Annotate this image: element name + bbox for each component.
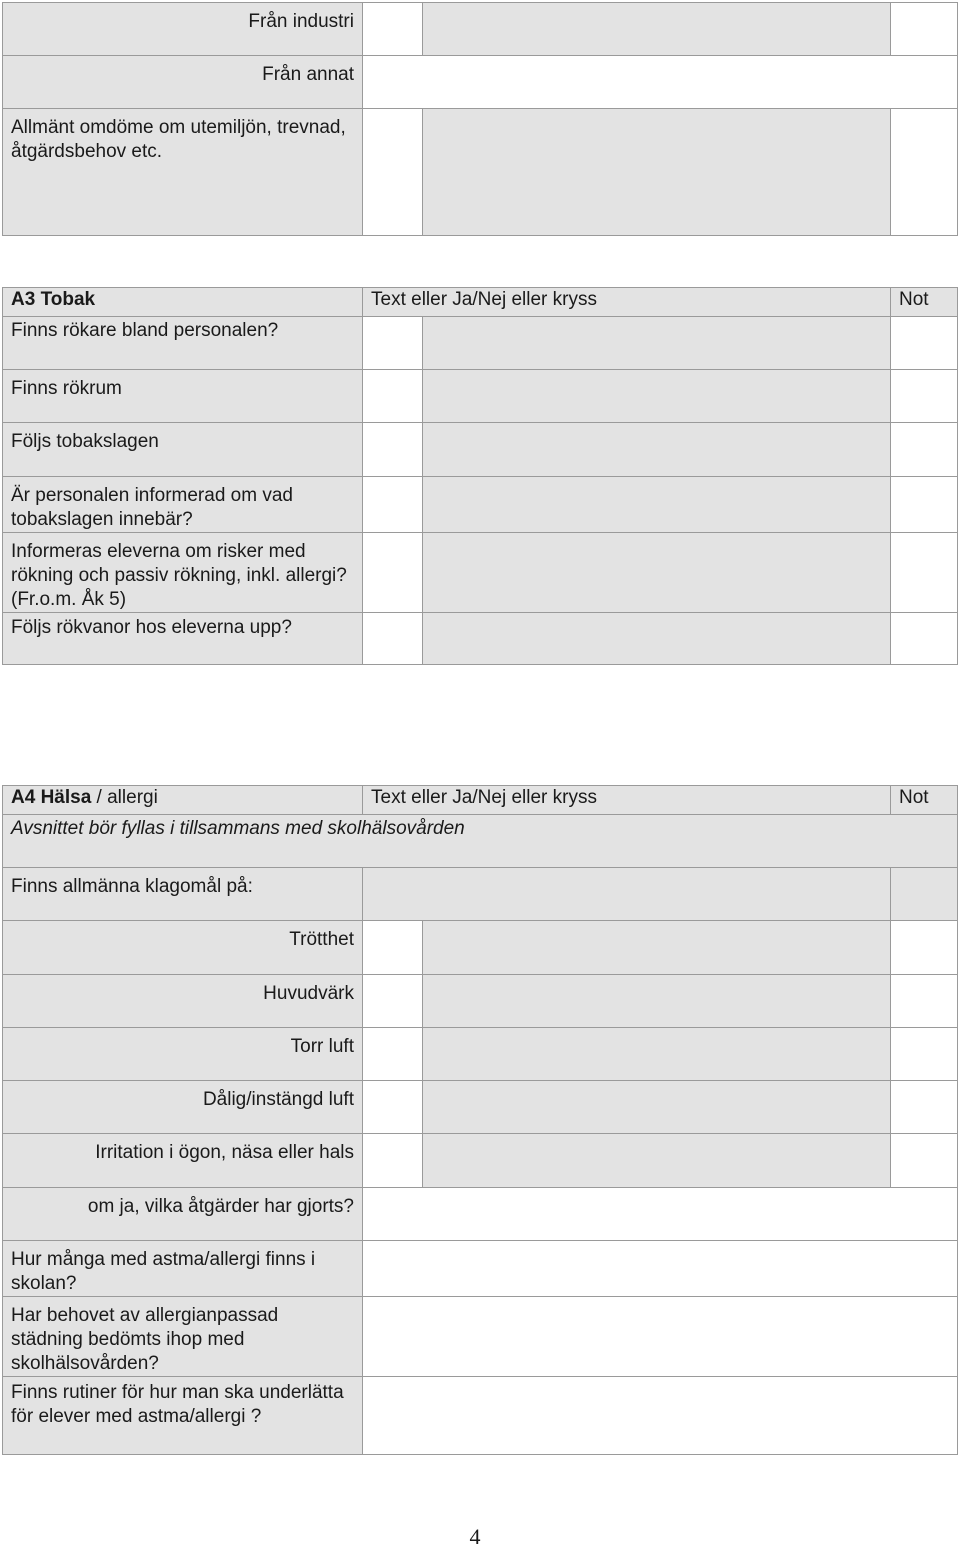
note-cell[interactable] bbox=[891, 921, 958, 975]
table-header-row bbox=[3, 786, 958, 815]
answer-text-cell[interactable] bbox=[423, 1028, 891, 1081]
answer-text-cell[interactable] bbox=[423, 477, 891, 533]
answer-text-cell[interactable] bbox=[363, 868, 891, 921]
answer-box[interactable] bbox=[363, 317, 423, 370]
answer-text-cell[interactable] bbox=[423, 109, 891, 236]
answer-box[interactable] bbox=[363, 613, 423, 665]
answer-box[interactable] bbox=[363, 1081, 423, 1134]
note-cell[interactable] bbox=[891, 1028, 958, 1081]
row-label: Följs rökvanor hos eleverna upp? bbox=[3, 613, 363, 665]
answer-text-cell[interactable] bbox=[423, 1134, 891, 1188]
table-row bbox=[3, 1377, 958, 1455]
section-title bbox=[3, 786, 363, 815]
answer-text-cell[interactable] bbox=[423, 533, 891, 613]
table-row bbox=[3, 1134, 958, 1188]
section-note: Avsnittet bör fyllas i tillsammans med skolhälsovården bbox=[3, 815, 958, 868]
table-row bbox=[3, 1081, 958, 1134]
table-row bbox=[3, 317, 958, 370]
row-label: Finns rökrum bbox=[3, 370, 363, 423]
note-cell[interactable] bbox=[891, 868, 958, 921]
row-label: Finns rökare bland personalen? bbox=[3, 317, 363, 370]
table-row bbox=[3, 1297, 958, 1377]
answer-text-cell[interactable] bbox=[363, 1241, 958, 1297]
table-row bbox=[3, 815, 958, 868]
table-row bbox=[3, 868, 958, 921]
answer-text-cell[interactable] bbox=[363, 1188, 958, 1241]
answer-box[interactable] bbox=[363, 1134, 423, 1188]
row-label: Följs tobakslagen bbox=[3, 423, 363, 477]
note-cell[interactable] bbox=[891, 613, 958, 665]
column-header-text: Text eller Ja/Nej eller kryss bbox=[363, 288, 891, 317]
answer-box[interactable] bbox=[363, 370, 423, 423]
note-cell[interactable] bbox=[891, 1081, 958, 1134]
answer-box[interactable] bbox=[363, 975, 423, 1028]
row-label: Från annat bbox=[3, 56, 363, 109]
note-cell[interactable] bbox=[891, 317, 958, 370]
answer-box[interactable] bbox=[363, 3, 423, 56]
row-label: Hur många med astma/allergi finns i skolan? bbox=[3, 1241, 363, 1297]
table-row bbox=[3, 1241, 958, 1297]
column-header-note: Not bbox=[891, 786, 958, 815]
row-label: Är personalen informerad om vad tobakslagen innebär? bbox=[3, 477, 363, 533]
note-cell[interactable] bbox=[891, 109, 958, 236]
answer-text-cell[interactable] bbox=[363, 1377, 958, 1455]
column-header-text: Text eller Ja/Nej eller kryss bbox=[363, 786, 891, 815]
table-row bbox=[3, 56, 958, 109]
answer-text-cell[interactable] bbox=[423, 317, 891, 370]
a3-tobacco-table bbox=[2, 287, 958, 665]
row-label: Allmänt omdöme om utemiljön, trevnad, åtgärdsbehov etc. bbox=[3, 109, 363, 236]
note-cell[interactable] bbox=[891, 423, 958, 477]
table-row bbox=[3, 477, 958, 533]
answer-box[interactable] bbox=[363, 423, 423, 477]
answer-box[interactable] bbox=[363, 109, 423, 236]
row-label: om ja, vilka åtgärder har gjorts? bbox=[3, 1188, 363, 1241]
table-row bbox=[3, 613, 958, 665]
note-cell[interactable] bbox=[891, 3, 958, 56]
answer-text-cell[interactable] bbox=[423, 613, 891, 665]
table-row bbox=[3, 533, 958, 613]
section-title-main: A4 Hälsa bbox=[11, 787, 92, 808]
section-title-sub: / allergi bbox=[91, 787, 158, 808]
a4-health-table bbox=[2, 785, 958, 1455]
row-label: Finns rutiner för hur man ska underlätta för elever med astma/allergi ? bbox=[3, 1377, 363, 1455]
answer-text-cell[interactable] bbox=[423, 975, 891, 1028]
outdoor-table bbox=[2, 2, 958, 236]
row-label: Huvudvärk bbox=[3, 975, 363, 1028]
answer-text-cell[interactable] bbox=[363, 56, 958, 109]
page-number: 4 bbox=[469, 1524, 481, 1549]
note-cell[interactable] bbox=[891, 533, 958, 613]
table-row bbox=[3, 3, 958, 56]
table-row bbox=[3, 1028, 958, 1081]
table-row bbox=[3, 1188, 958, 1241]
section-title: A3 Tobak bbox=[3, 288, 363, 317]
answer-text-cell[interactable] bbox=[423, 3, 891, 56]
row-label: Torr luft bbox=[3, 1028, 363, 1081]
row-label: Informeras eleverna om risker med rökning och passiv rökning, inkl. allergi? (Fr.o.m. Åk 5) bbox=[3, 533, 363, 613]
table-row bbox=[3, 109, 958, 236]
note-cell[interactable] bbox=[891, 370, 958, 423]
row-label: Från industri bbox=[3, 3, 363, 56]
answer-box[interactable] bbox=[363, 1028, 423, 1081]
note-cell[interactable] bbox=[891, 1134, 958, 1188]
answer-text-cell[interactable] bbox=[423, 370, 891, 423]
table-row bbox=[3, 423, 958, 477]
note-cell[interactable] bbox=[891, 975, 958, 1028]
answer-box[interactable] bbox=[363, 477, 423, 533]
answer-text-cell[interactable] bbox=[423, 1081, 891, 1134]
table-row bbox=[3, 921, 958, 975]
answer-box[interactable] bbox=[363, 921, 423, 975]
row-label: Dålig/instängd luft bbox=[3, 1081, 363, 1134]
answer-text-cell[interactable] bbox=[363, 1297, 958, 1377]
row-label: Trötthet bbox=[3, 921, 363, 975]
answer-text-cell[interactable] bbox=[423, 921, 891, 975]
answer-text-cell[interactable] bbox=[423, 423, 891, 477]
column-header-note: Not bbox=[891, 288, 958, 317]
table-row bbox=[3, 370, 958, 423]
table-header-row bbox=[3, 288, 958, 317]
row-label: Har behovet av allergianpassad städning bedömts ihop med skolhälsovården? bbox=[3, 1297, 363, 1377]
row-label: Finns allmänna klagomål på: bbox=[3, 868, 363, 921]
note-cell[interactable] bbox=[891, 477, 958, 533]
table-row bbox=[3, 975, 958, 1028]
answer-box[interactable] bbox=[363, 533, 423, 613]
row-label: Irritation i ögon, näsa eller hals bbox=[3, 1134, 363, 1188]
